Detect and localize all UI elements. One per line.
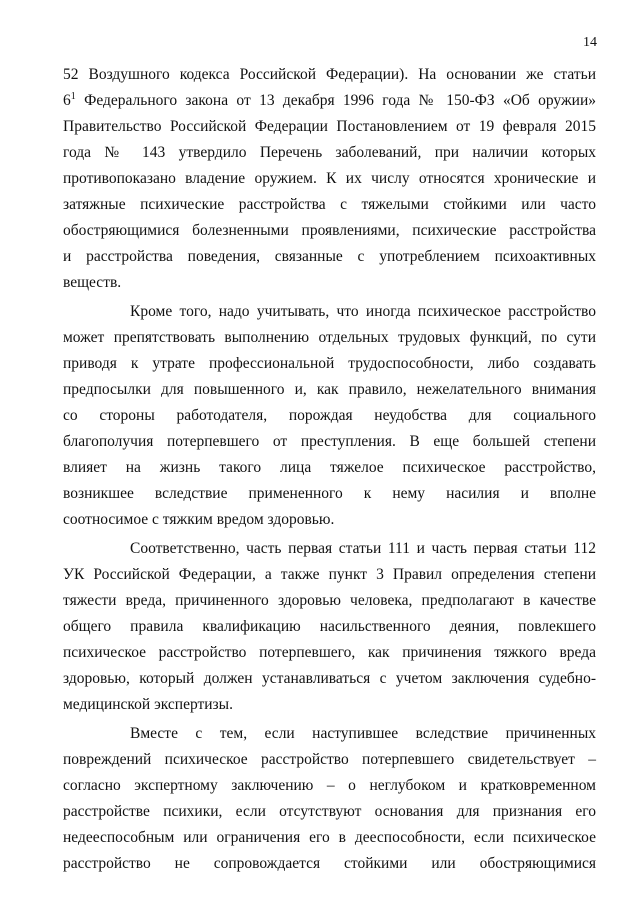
line-text: тяжести вреда, причиненного здоровью человека, предполагают в качестве (63, 592, 596, 609)
line-text: затяжные психические расстройства с тяжелыми стойкими или часто (63, 196, 596, 213)
line-text: может препятствовать выполнению отдельных трудовых функций, по сути (63, 329, 596, 346)
line-text: повреждений психическое расстройство потерпевшего свидетельствует – (63, 751, 596, 768)
page-number: 14 (583, 35, 597, 50)
line-text: здоровью, который должен устанавливаться с учетом заключения судебно- (63, 670, 596, 687)
line-text: соотносимое с тяжким вредом здоровью. (63, 511, 335, 528)
text-line (63, 140, 596, 166)
line-text: расстройство не сопровождается стойкими или обостряющимися (63, 855, 596, 872)
line-text: 52 Воздушного кодекса Российской Федерации). На основании же статьи (63, 66, 596, 83)
line-text: обостряющимися болезненными проявлениями, психические расстройства (63, 222, 596, 239)
text-line (63, 377, 596, 403)
line-text: года № 143 утвердило Перечень заболеваний, при наличии которых (63, 144, 596, 161)
line-text: Вместе с тем, если наступившее вследствие причиненных (130, 725, 596, 742)
text-line (63, 825, 596, 851)
line-text: недееспособным или ограничения его в дееспособности, если психическое (63, 829, 596, 846)
line-text: и расстройства поведения, связанные с употреблением психоактивных (63, 248, 596, 265)
paragraph (63, 62, 596, 296)
line-text: Кроме того, надо учитывать, что иногда психическое расстройство (130, 303, 596, 320)
line-text: психическое расстройство потерпевшего, как причинения тяжкого вреда (63, 644, 596, 661)
line-text: 6 (63, 92, 71, 109)
line-text: Правительство Российской Федерации Постановлением от 19 февраля 2015 (63, 118, 596, 135)
document-body (63, 62, 596, 877)
text-line (63, 166, 596, 192)
text-line (63, 218, 596, 244)
text-line (63, 192, 596, 218)
paragraph (63, 299, 596, 533)
text-line (63, 747, 596, 773)
line-text: приводя к утрате профессиональной трудоспособности, либо создавать (63, 355, 596, 372)
text-line (63, 244, 596, 270)
text-line (63, 614, 596, 640)
line-text: Соответственно, часть первая статьи 111 и часть первая статьи 112 (130, 540, 596, 557)
line-text: влияет на жизнь такого лица тяжелое психическое расстройство, (63, 459, 596, 476)
text-line (63, 351, 596, 377)
paragraph (63, 721, 596, 877)
text-line (63, 666, 596, 692)
line-text: со стороны работодателя, порождая неудобства для социального (63, 407, 596, 424)
line-text: возникшее вследствие примененного к нему насилия и вполне (63, 485, 596, 502)
line-text: благополучия потерпевшего от преступления. В еще большей степени (63, 433, 596, 450)
line-text: расстройстве психики, если отсутствуют основания для признания его (63, 803, 596, 820)
text-line (63, 721, 596, 747)
text-line (63, 270, 596, 296)
line-text: общего правила квалификацию насильственного деяния, повлекшего (63, 618, 596, 635)
text-line (63, 429, 596, 455)
line-text: предпосылки для повышенного и, как правило, нежелательного внимания (63, 381, 596, 398)
text-line (63, 62, 596, 88)
text-line (63, 403, 596, 429)
paragraph (63, 536, 596, 718)
text-line (63, 114, 596, 140)
text-line (63, 88, 596, 114)
text-line (63, 507, 596, 533)
line-text: согласно экспертному заключению – о неглубоком и кратковременном (63, 777, 596, 794)
text-line (63, 562, 596, 588)
text-line (63, 799, 596, 825)
text-line (63, 640, 596, 666)
text-line (63, 773, 596, 799)
line-text: УК Российской Федерации, а также пункт 3 Правил определения степени (63, 566, 596, 583)
line-text: противопоказано владение оружием. К их числу относятся хронические и (63, 170, 596, 187)
text-line (63, 692, 596, 718)
text-line (63, 325, 596, 351)
text-line (63, 536, 596, 562)
text-line (63, 455, 596, 481)
line-text: веществ. (63, 274, 122, 291)
superscript: 1 (70, 91, 76, 102)
text-line (63, 588, 596, 614)
line-text-continued: Федерального закона от 13 декабря 1996 года № 150-ФЗ «Об оружии» (75, 92, 596, 109)
text-line (63, 851, 596, 877)
line-text: медицинской экспертизы. (63, 696, 233, 713)
text-line (63, 481, 596, 507)
text-line (63, 299, 596, 325)
